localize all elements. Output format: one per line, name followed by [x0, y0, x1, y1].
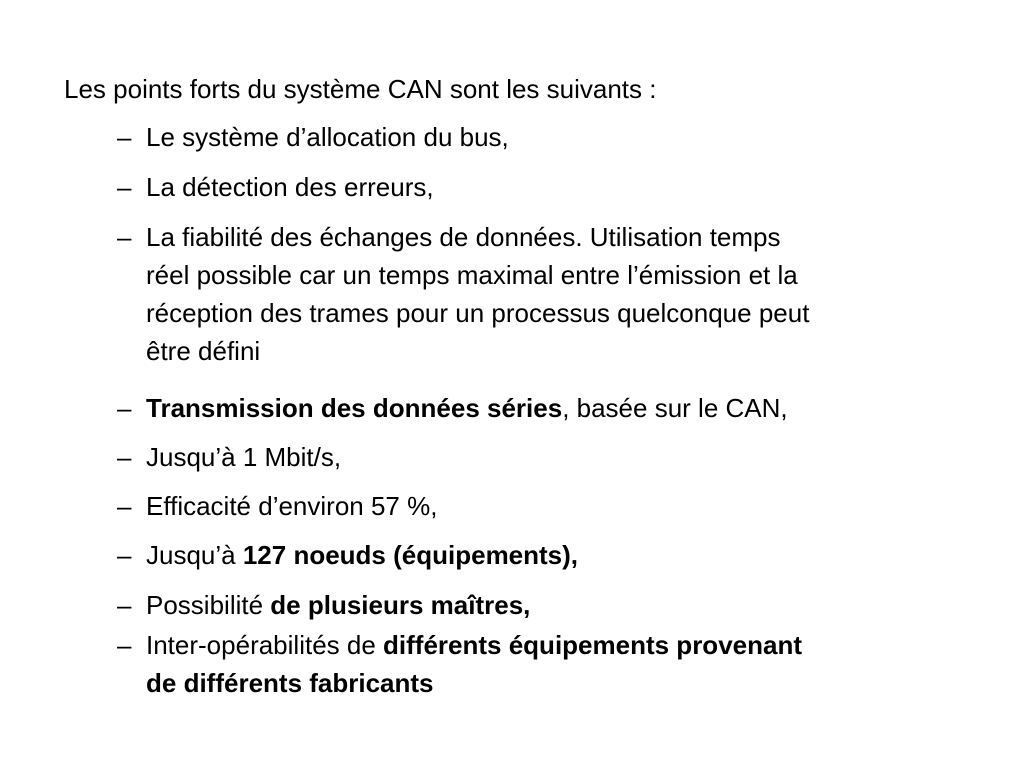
- list-item-text: [146, 536, 946, 574]
- list-item-line: [146, 389, 946, 427]
- list-item-text: [146, 389, 946, 427]
- list-item-line: Efficacité d’environ 57 %,: [146, 491, 438, 521]
- dash-bullet: –: [117, 491, 132, 521]
- list-item-line: être défini: [146, 336, 261, 366]
- bold-text: différents équipements provenant: [383, 630, 802, 660]
- intro-text: Les points forts du système CAN sont les suivants :: [64, 74, 657, 104]
- plain-text: , basée sur le CAN,: [562, 393, 788, 423]
- list-item-line: La détection des erreurs,: [146, 172, 434, 202]
- plain-text: Jusqu’à: [146, 540, 243, 570]
- list-item-line: Le système d’allocation du bus,: [146, 122, 509, 152]
- list-item-text: [146, 168, 946, 206]
- plain-text: Possibilité: [146, 590, 271, 620]
- list-item-text: [146, 118, 946, 156]
- list-item-line: [146, 536, 946, 574]
- dash-bullet: –: [117, 590, 132, 620]
- list-item-text: [146, 626, 946, 702]
- bold-text: 127 noeuds (équipements),: [242, 540, 579, 570]
- dash-bullet: –: [117, 122, 132, 152]
- list-item-line: Jusqu’à 1 Mbit/s,: [146, 442, 342, 472]
- dash-bullet: –: [117, 630, 132, 660]
- plain-text: Inter-opérabilités de: [146, 630, 384, 660]
- list-item-line: [146, 626, 946, 664]
- list-item-line: réel possible car un temps maximal entre l’émission et la: [146, 260, 798, 290]
- dash-bullet: –: [117, 540, 132, 570]
- list-item-line: [146, 664, 946, 702]
- dash-bullet: –: [117, 442, 132, 472]
- list-item-text: [146, 586, 946, 624]
- list-item-line: [146, 586, 946, 624]
- bold-text: de plusieurs maîtres,: [270, 590, 531, 620]
- list-item-line: La fiabilité des échanges de données. Utilisation temps: [146, 222, 781, 252]
- dash-bullet: –: [117, 393, 132, 423]
- dash-bullet: –: [117, 172, 132, 202]
- list-item-text: [146, 487, 946, 525]
- list-item-line: réception des trames pour un processus quelconque peut: [146, 298, 810, 328]
- list-item-text: [146, 438, 946, 476]
- bold-text: Transmission des données séries: [146, 393, 563, 423]
- dash-bullet: –: [117, 222, 132, 252]
- list-item-text: [146, 218, 946, 370]
- bold-text: de différents fabricants: [146, 668, 434, 698]
